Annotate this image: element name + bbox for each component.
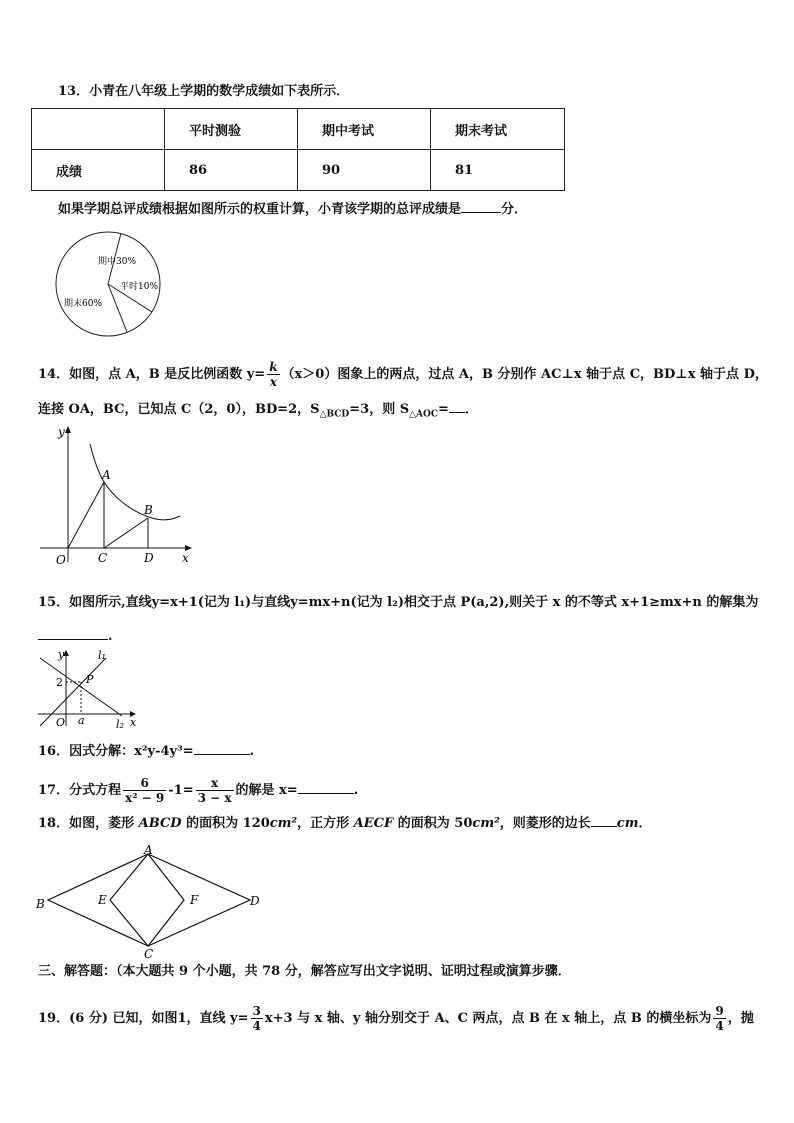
table-row bbox=[32, 109, 565, 150]
frac-num: 9 bbox=[715, 1004, 724, 1018]
frac-den: x² − 9 bbox=[125, 791, 165, 805]
q18-unit: cm² bbox=[472, 816, 500, 831]
q15-figure bbox=[36, 646, 146, 732]
q18-text: ，正方形 bbox=[297, 816, 354, 831]
q19-text: x+3 与 x 轴、y 轴分别交于 A、C 两点，点 B 在 x 轴上，点 B 的横坐标为 bbox=[264, 1011, 712, 1026]
answer-blank bbox=[38, 625, 108, 640]
frac-den: 3 − x bbox=[197, 791, 232, 805]
square-AECF bbox=[110, 854, 184, 946]
label-B: B bbox=[36, 897, 45, 911]
label-B: B bbox=[144, 503, 153, 517]
q14-text: （x＞0）图象上的两点，过点 A，B 分别作 AC⊥x 轴于点 C，BD⊥x 轴于点 D， bbox=[281, 367, 768, 382]
label-y: y bbox=[58, 648, 65, 661]
label-O: O bbox=[56, 716, 66, 729]
label-E: E bbox=[98, 893, 107, 907]
q16-text: . bbox=[249, 744, 255, 759]
frac-den: x bbox=[269, 375, 277, 389]
q13-question bbox=[58, 198, 527, 220]
q15-line1: 15．如图所示,直线y=x+1(记为 l₁)与直线y=mx+n(记为 l₂)相交于点 P(a,2),则关于 x 的不等式 x+1≥mx+n 的解集为 bbox=[38, 595, 759, 610]
subscript: △AOC bbox=[409, 409, 439, 420]
q14-text: 14．如图，点 A，B 是反比例函数 y= bbox=[38, 367, 266, 382]
table-cell: 90 bbox=[298, 150, 431, 191]
pie-label-final: 期末60% bbox=[64, 299, 103, 309]
segment-OA bbox=[68, 482, 104, 548]
q14-text: =3，则 S bbox=[349, 402, 410, 417]
answer-blank bbox=[591, 812, 617, 827]
q13-question-end: 分． bbox=[501, 202, 528, 217]
q17-text: 的解是 x= bbox=[235, 783, 298, 798]
weight-pie-chart bbox=[52, 228, 164, 340]
q18-figure bbox=[34, 842, 264, 958]
fraction-3-over-4 bbox=[251, 1004, 263, 1033]
table-header-cell bbox=[32, 109, 165, 150]
table-row-label: 成绩 bbox=[32, 150, 165, 191]
answer-blank bbox=[298, 779, 354, 794]
label-C: C bbox=[144, 947, 154, 958]
q19 bbox=[38, 1004, 754, 1033]
frac-den: 4 bbox=[252, 1019, 261, 1033]
frac-num: x bbox=[196, 776, 234, 791]
frac-den: 4 bbox=[715, 1019, 724, 1033]
table-header-cell: 平时测验 bbox=[165, 109, 298, 150]
label-A: A bbox=[144, 843, 153, 857]
label-l1: l₁ bbox=[98, 649, 106, 662]
rhombus-ABCD bbox=[48, 854, 250, 946]
y-axis-arrow-icon bbox=[65, 426, 71, 433]
table-header-cell: 期末考试 bbox=[431, 109, 565, 150]
answer-blank bbox=[194, 740, 250, 755]
table-cell: 81 bbox=[431, 150, 565, 191]
q18-text: ，则菱形的边长 bbox=[499, 816, 591, 831]
q18-text: AECF bbox=[353, 816, 394, 831]
q16 bbox=[38, 740, 254, 762]
q17-text: -1= bbox=[168, 783, 194, 798]
answer-blank bbox=[449, 398, 465, 413]
fraction-9-over-4 bbox=[713, 1004, 725, 1033]
q19-text: ，抛 bbox=[727, 1011, 754, 1026]
q17-text: . bbox=[353, 783, 359, 798]
label-a: a bbox=[78, 714, 85, 727]
q14-text: 连接 OA，BC，已知点 C（2，0），BD=2，S bbox=[38, 402, 320, 417]
label-l2: l₂ bbox=[116, 718, 124, 731]
q15-line2 bbox=[38, 625, 113, 647]
q14-line1 bbox=[38, 360, 768, 389]
q17 bbox=[38, 776, 358, 805]
subscript: △BCD bbox=[319, 409, 350, 420]
q17-text: 17．分式方程 bbox=[38, 783, 122, 798]
label-A: A bbox=[102, 468, 111, 482]
q14-figure bbox=[36, 422, 196, 568]
fraction-x-over-3-x bbox=[196, 776, 234, 805]
label-F: F bbox=[190, 893, 199, 907]
q18-text: ． bbox=[638, 816, 652, 831]
line-l1 bbox=[40, 658, 106, 726]
q19-text: 19．(6 分) 已知，如图1，直线 y= bbox=[38, 1011, 249, 1026]
q14-text: ． bbox=[464, 402, 478, 417]
table-row bbox=[32, 150, 565, 191]
label-O: O bbox=[56, 553, 66, 567]
q16-text: 16．因式分解：x²y-4y³= bbox=[38, 744, 194, 759]
fraction-k-over-x bbox=[267, 360, 279, 389]
q13-title: 13．小青在八年级上学期的数学成绩如下表所示． bbox=[58, 84, 350, 99]
q18-unit: cm bbox=[616, 816, 639, 831]
q18-text: 的面积为 120 bbox=[181, 816, 270, 831]
q18-text: ABCD bbox=[138, 816, 182, 831]
frac-num: 3 bbox=[252, 1004, 261, 1018]
q14-text: = bbox=[438, 402, 449, 417]
label-C: C bbox=[98, 551, 108, 565]
q14-line2 bbox=[38, 398, 478, 425]
label-y: y bbox=[58, 425, 65, 439]
label-D: D bbox=[144, 551, 154, 565]
table-cell: 86 bbox=[165, 150, 298, 191]
table-header-cell: 期中考试 bbox=[298, 109, 431, 150]
answer-blank bbox=[461, 198, 501, 213]
label-P: P bbox=[86, 673, 94, 686]
q18-text: 18．如图，菱形 bbox=[38, 816, 139, 831]
label-D: D bbox=[250, 894, 260, 908]
q13-question-text: 如果学期总评成绩根据如图所示的权重计算，小青该学期的总评成绩是 bbox=[58, 202, 462, 217]
pie-label-midterm: 期中30% bbox=[98, 257, 137, 267]
q15-text: . bbox=[108, 629, 113, 644]
frac-num: k bbox=[269, 360, 278, 374]
label-x: x bbox=[130, 716, 137, 729]
q18-text: 的面积为 50 bbox=[393, 816, 473, 831]
section-heading: 三、解答题：（本大题共 9 个小题，共 78 分，解答应写出文字说明、证明过程或演算步骤． bbox=[38, 964, 571, 979]
label-x: x bbox=[182, 551, 189, 565]
pie-label-regular: 平时10% bbox=[120, 282, 159, 292]
q18-unit: cm² bbox=[269, 816, 298, 831]
score-table bbox=[31, 108, 565, 191]
segment-BC bbox=[104, 518, 148, 548]
frac-num: 6 bbox=[123, 776, 166, 791]
fraction-6-over-x2-9 bbox=[123, 776, 166, 805]
q18 bbox=[38, 812, 651, 834]
label-two: 2 bbox=[56, 676, 63, 689]
